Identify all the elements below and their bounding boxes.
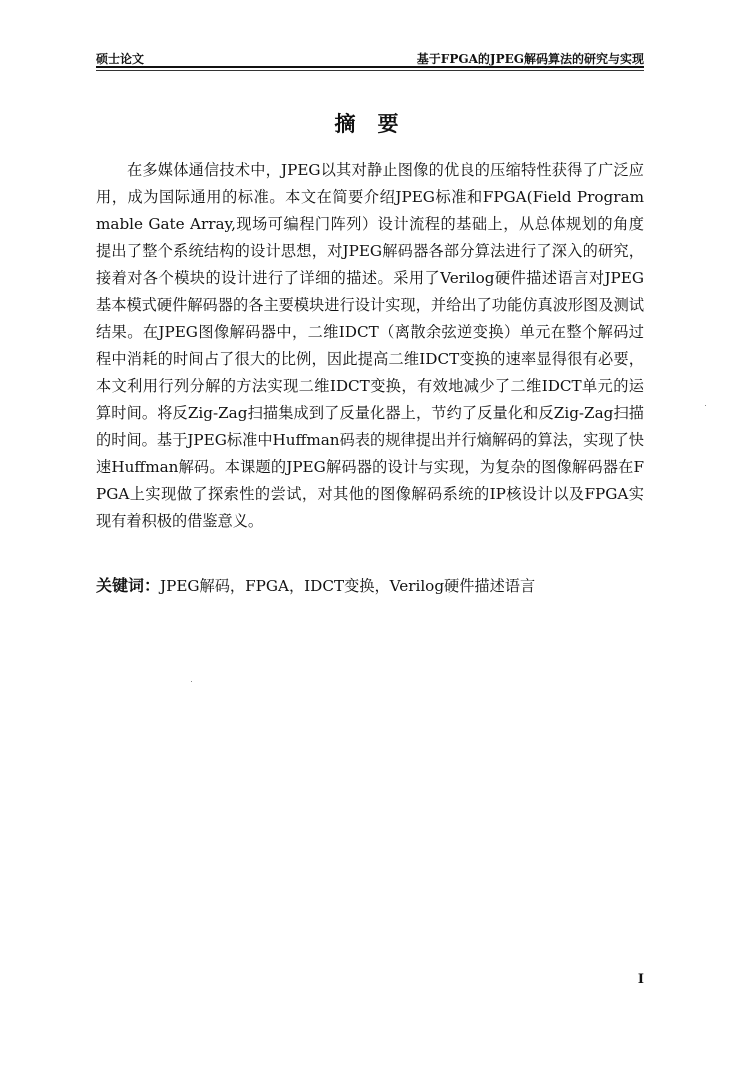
header-divider-thin [96,70,644,71]
scan-speck [705,405,706,406]
page-number: I [637,972,644,987]
running-header [96,46,644,66]
header-thesis-type: 硕士论文 [96,52,145,66]
abstract-body: 在多媒体通信技术中，JPEG以其对静止图像的优良的压缩特性获得了广泛应用，成为国际通用的标准。本文在简要介绍JPEG标准和FPGA(Field Programmable Gate Array,现场可编程门阵列）设计流程的基础上，从总体规划的角度提出了整个系统结构的设计思想，对JPEG解码器各部分算法进行了深入的研究，接着对各个模块的设计进行了详细的描述。采用了Verilog硬件描述语言对JPEG基本模式硬件解码器的各主要模块进行设计实现，并给出了功能仿真波形图及测试结果。在JPEG图像解码器中，二维IDCT（离散余弦逆变换）单元在整个解码过程中消耗的时间占了很大的比例，因此提高二维IDCT变换的速率显得很有必要，本文利用行列分解的方法实现二维IDCT变换，有效地减少了二维IDCT单元的运算时间。将反Zig-Zag扫描集成到了反量化器上，节约了反量化和反Zig-Zag扫描的时间。基于JPEG标准中Huffman码表的规律提出并行熵解码的算法，实现了快速Huffman解码。本课题的JPEG解码器的设计与实现，为复杂的图像解码器在FPGA上实现做了探索性的尝试，对其他的图像解码系统的IP核设计以及FPGA实现有着积极的借鉴意义。 [96,161,644,530]
keywords-label: 关键词： [96,576,161,595]
scan-speck [191,681,192,682]
abstract-title: 摘要 [334,111,421,136]
header-thesis-title: 基于FPGA的JPEG解码算法的研究与实现 [416,52,644,66]
keywords-line [96,572,656,600]
header-divider-thick [96,66,644,68]
keywords-text: JPEG解码，FPGA，IDCT变换，Verilog硬件描述语言 [160,577,536,595]
